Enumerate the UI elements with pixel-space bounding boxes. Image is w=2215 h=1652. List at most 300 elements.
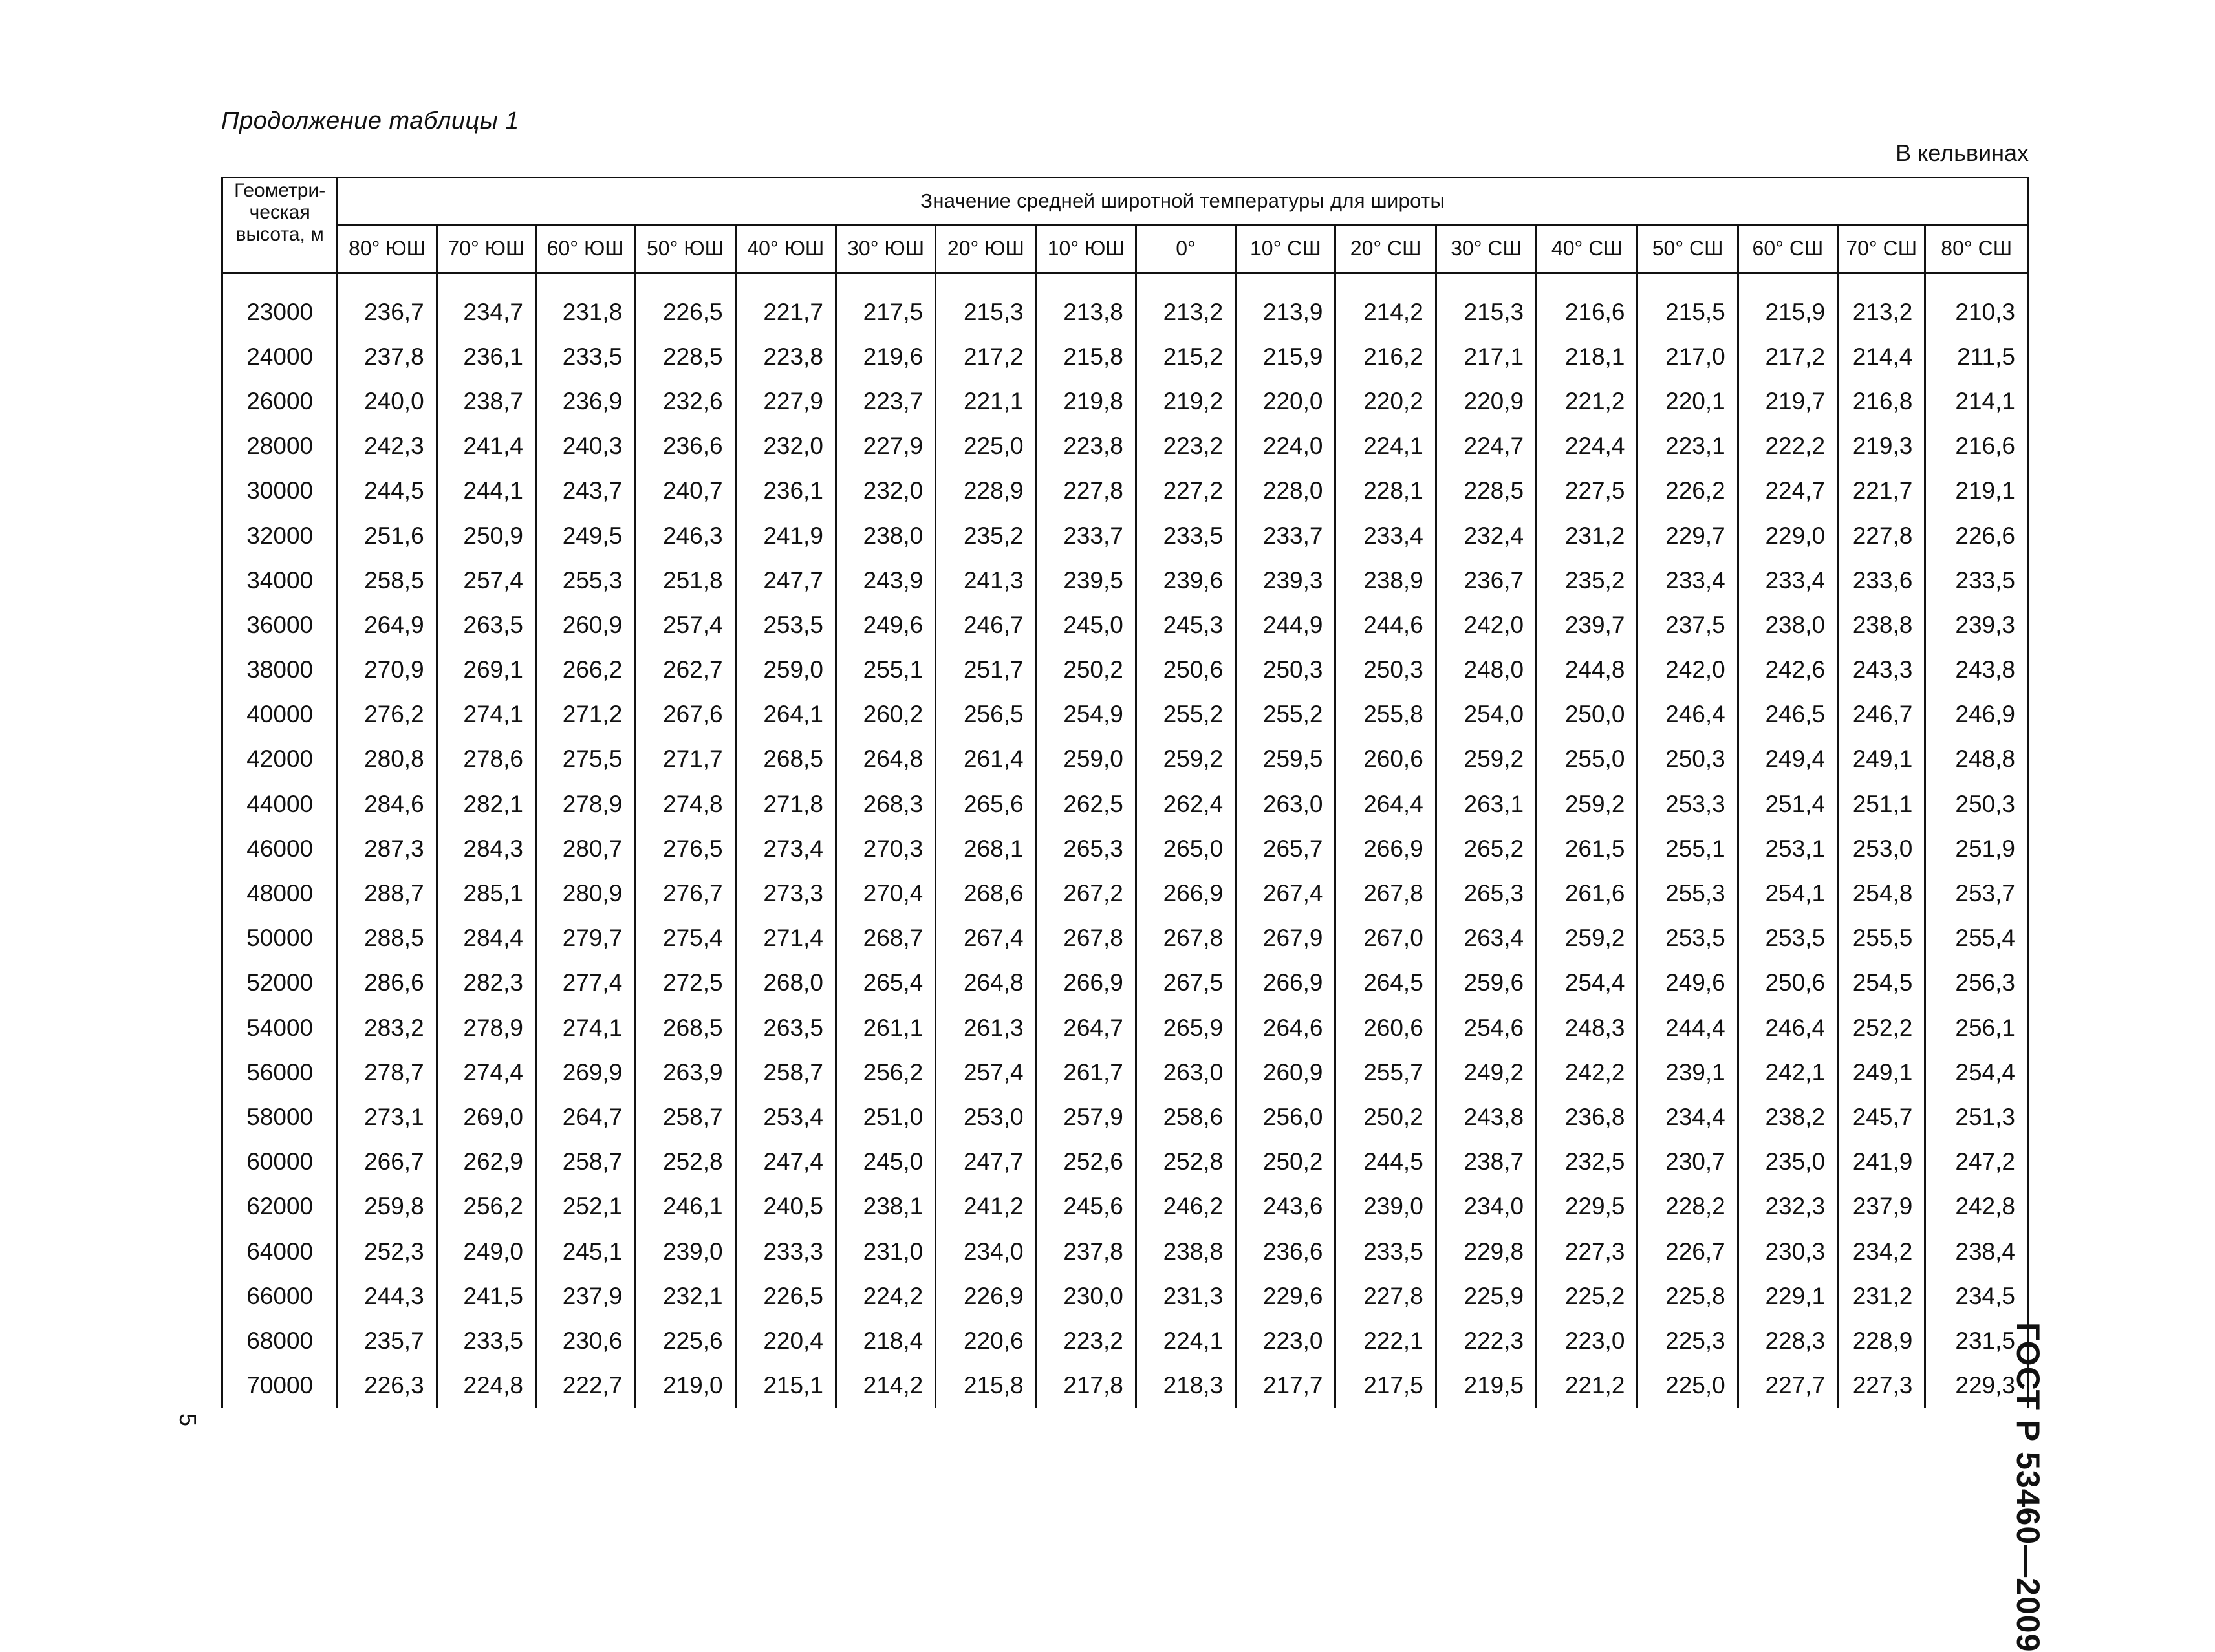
temperature-cell: 238,2 bbox=[1738, 1095, 1837, 1139]
temperature-cell: 283,2 bbox=[338, 1005, 437, 1050]
temperature-cell: 227,3 bbox=[1838, 1364, 1925, 1408]
temperature-cell: 240,0 bbox=[338, 379, 437, 424]
temperature-cell: 264,6 bbox=[1236, 1005, 1335, 1050]
temperature-cell: 250,0 bbox=[1537, 692, 1637, 737]
temperature-cell: 227,8 bbox=[1838, 513, 1925, 558]
temperature-cell: 282,1 bbox=[437, 782, 535, 826]
temperature-cell: 249,4 bbox=[1738, 737, 1837, 782]
temperature-cell: 259,2 bbox=[1436, 737, 1536, 782]
temperature-cell: 254,4 bbox=[1537, 961, 1637, 1005]
temperature-cell: 287,3 bbox=[338, 826, 437, 871]
temperature-cell: 239,0 bbox=[1335, 1185, 1436, 1229]
temperature-cell: 255,1 bbox=[1637, 826, 1738, 871]
temperature-cell: 223,8 bbox=[735, 334, 836, 379]
temperature-cell: 220,6 bbox=[936, 1318, 1036, 1363]
temperature-cell: 242,3 bbox=[338, 424, 437, 469]
temperature-cell: 259,0 bbox=[1036, 737, 1136, 782]
temperature-cell: 215,5 bbox=[1637, 290, 1738, 334]
temperature-cell: 249,6 bbox=[1637, 961, 1738, 1005]
temperature-cell: 269,1 bbox=[437, 648, 535, 692]
temperature-cell: 259,2 bbox=[1537, 782, 1637, 826]
temperature-cell: 239,3 bbox=[1236, 558, 1335, 603]
temperature-cell: 227,9 bbox=[836, 424, 935, 469]
altitude-cell: 70000 bbox=[222, 1364, 338, 1408]
temperature-cell: 243,9 bbox=[836, 558, 935, 603]
temperature-cell: 252,8 bbox=[1136, 1140, 1235, 1185]
temperature-cell: 274,8 bbox=[635, 782, 735, 826]
temperature-cell: 248,3 bbox=[1537, 1005, 1637, 1050]
temperature-cell: 243,7 bbox=[535, 469, 634, 513]
temperature-cell: 229,8 bbox=[1436, 1229, 1536, 1274]
temperature-cell: 267,5 bbox=[1136, 961, 1235, 1005]
temperature-cell: 245,1 bbox=[535, 1229, 634, 1274]
temperature-cell: 259,2 bbox=[1136, 737, 1235, 782]
altitude-cell: 36000 bbox=[222, 603, 338, 647]
temperature-cell: 228,9 bbox=[1838, 1318, 1925, 1363]
temperature-cell: 224,1 bbox=[1335, 424, 1436, 469]
temperature-cell: 234,7 bbox=[437, 290, 535, 334]
temperature-cell: 247,7 bbox=[936, 1140, 1036, 1185]
temperature-cell: 233,6 bbox=[1838, 558, 1925, 603]
temperature-cell: 280,9 bbox=[535, 871, 634, 916]
temperature-cell: 259,2 bbox=[1537, 916, 1637, 961]
table-row bbox=[222, 1140, 2028, 1185]
temperature-cell: 218,3 bbox=[1136, 1364, 1235, 1408]
temperature-cell: 250,3 bbox=[1236, 648, 1335, 692]
temperature-cell: 218,1 bbox=[1537, 334, 1637, 379]
temperature-cell: 250,3 bbox=[1637, 737, 1738, 782]
temperature-cell: 255,2 bbox=[1136, 692, 1235, 737]
temperature-cell: 266,9 bbox=[1236, 961, 1335, 1005]
temperature-cell: 264,4 bbox=[1335, 782, 1436, 826]
temperature-cell: 251,0 bbox=[836, 1095, 935, 1139]
temperature-cell: 233,5 bbox=[1335, 1229, 1436, 1274]
temperature-cell: 219,3 bbox=[1838, 424, 1925, 469]
temperature-cell: 237,8 bbox=[1036, 1229, 1136, 1274]
temperature-cell: 265,0 bbox=[1136, 826, 1235, 871]
temperature-cell: 228,9 bbox=[936, 469, 1036, 513]
temperature-cell: 240,5 bbox=[735, 1185, 836, 1229]
temperature-cell: 264,9 bbox=[338, 603, 437, 647]
temperature-cell: 230,0 bbox=[1036, 1274, 1136, 1318]
altitude-cell: 42000 bbox=[222, 737, 338, 782]
temperature-cell: 238,1 bbox=[836, 1185, 935, 1229]
temperature-cell: 256,3 bbox=[1925, 961, 2028, 1005]
temperature-cell: 261,6 bbox=[1537, 871, 1637, 916]
temperature-cell: 276,5 bbox=[635, 826, 735, 871]
temperature-cell: 250,6 bbox=[1136, 648, 1235, 692]
temperature-cell: 223,2 bbox=[1136, 424, 1235, 469]
temperature-cell: 241,9 bbox=[1838, 1140, 1925, 1185]
temperature-cell: 261,5 bbox=[1537, 826, 1637, 871]
table-row bbox=[222, 1274, 2028, 1318]
temperature-cell: 226,6 bbox=[1925, 513, 2028, 558]
temperature-cell: 225,8 bbox=[1637, 1274, 1738, 1318]
temperature-cell: 263,0 bbox=[1236, 782, 1335, 826]
temperature-cell: 219,1 bbox=[1925, 469, 2028, 513]
temperature-cell: 241,9 bbox=[735, 513, 836, 558]
temperature-cell: 232,0 bbox=[735, 424, 836, 469]
temperature-cell: 217,7 bbox=[1236, 1364, 1335, 1408]
temperature-cell: 244,3 bbox=[338, 1274, 437, 1318]
temperature-cell: 219,0 bbox=[635, 1364, 735, 1408]
temperature-cell: 279,7 bbox=[535, 916, 634, 961]
temperature-cell: 263,5 bbox=[735, 1005, 836, 1050]
temperature-cell: 263,5 bbox=[437, 603, 535, 647]
temperature-cell: 260,9 bbox=[1236, 1050, 1335, 1095]
temperature-cell: 270,9 bbox=[338, 648, 437, 692]
temperature-cell: 239,6 bbox=[1136, 558, 1235, 603]
temperature-cell: 285,1 bbox=[437, 871, 535, 916]
temperature-cell: 277,4 bbox=[535, 961, 634, 1005]
column-header: 20° ЮШ bbox=[936, 225, 1036, 274]
temperature-cell: 220,9 bbox=[1436, 379, 1536, 424]
temperature-cell: 250,2 bbox=[1335, 1095, 1436, 1139]
temperature-cell: 288,7 bbox=[338, 871, 437, 916]
temperature-cell: 271,8 bbox=[735, 782, 836, 826]
temperature-cell: 270,3 bbox=[836, 826, 935, 871]
temperature-cell: 226,7 bbox=[1637, 1229, 1738, 1274]
temperature-cell: 236,1 bbox=[735, 469, 836, 513]
temperature-cell: 276,2 bbox=[338, 692, 437, 737]
temperature-cell: 246,1 bbox=[635, 1185, 735, 1229]
temperature-cell: 253,7 bbox=[1925, 871, 2028, 916]
altitude-cell: 62000 bbox=[222, 1185, 338, 1229]
temperature-cell: 242,0 bbox=[1637, 648, 1738, 692]
temperature-cell: 249,5 bbox=[535, 513, 634, 558]
temperature-cell: 284,6 bbox=[338, 782, 437, 826]
temperature-cell: 240,7 bbox=[635, 469, 735, 513]
temperature-cell: 226,5 bbox=[635, 290, 735, 334]
temperature-cell: 232,3 bbox=[1738, 1185, 1837, 1229]
temperature-cell: 255,8 bbox=[1335, 692, 1436, 737]
temperature-cell: 223,8 bbox=[1036, 424, 1136, 469]
temperature-cell: 253,1 bbox=[1738, 826, 1837, 871]
temperature-cell: 233,7 bbox=[1036, 513, 1136, 558]
altitude-cell: 32000 bbox=[222, 513, 338, 558]
temperature-cell: 271,2 bbox=[535, 692, 634, 737]
temperature-cell: 251,7 bbox=[936, 648, 1036, 692]
temperature-cell: 232,6 bbox=[635, 379, 735, 424]
temperature-cell: 260,6 bbox=[1335, 1005, 1436, 1050]
temperature-cell: 247,2 bbox=[1925, 1140, 2028, 1185]
temperature-cell: 223,0 bbox=[1537, 1318, 1637, 1363]
temperature-cell: 268,1 bbox=[936, 826, 1036, 871]
temperature-cell: 238,0 bbox=[836, 513, 935, 558]
temperature-cell: 280,7 bbox=[535, 826, 634, 871]
temperature-cell: 248,0 bbox=[1436, 648, 1536, 692]
temperature-cell: 234,0 bbox=[936, 1229, 1036, 1274]
temperature-cell: 268,0 bbox=[735, 961, 836, 1005]
temperature-cell: 249,1 bbox=[1838, 737, 1925, 782]
temperature-cell: 256,2 bbox=[437, 1185, 535, 1229]
temperature-cell: 255,3 bbox=[535, 558, 634, 603]
temperature-cell: 251,6 bbox=[338, 513, 437, 558]
temperature-cell: 218,4 bbox=[836, 1318, 935, 1363]
temperature-cell: 255,4 bbox=[1925, 916, 2028, 961]
temperature-cell: 234,0 bbox=[1436, 1185, 1536, 1229]
column-header: 60° СШ bbox=[1738, 225, 1837, 274]
temperature-cell: 217,2 bbox=[936, 334, 1036, 379]
temperature-cell: 272,5 bbox=[635, 961, 735, 1005]
temperature-cell: 252,2 bbox=[1838, 1005, 1925, 1050]
temperature-cell: 259,5 bbox=[1236, 737, 1335, 782]
temperature-cell: 244,6 bbox=[1335, 603, 1436, 647]
temperature-cell: 284,4 bbox=[437, 916, 535, 961]
temperature-cell: 211,5 bbox=[1925, 334, 2028, 379]
temperature-cell: 222,1 bbox=[1335, 1318, 1436, 1363]
temperature-cell: 224,7 bbox=[1738, 469, 1837, 513]
temperature-cell: 249,2 bbox=[1436, 1050, 1536, 1095]
altitude-cell: 26000 bbox=[222, 379, 338, 424]
column-header: 40° СШ bbox=[1537, 225, 1637, 274]
table-row bbox=[222, 1364, 2028, 1408]
temperature-cell: 288,5 bbox=[338, 916, 437, 961]
temperature-cell: 233,5 bbox=[437, 1318, 535, 1363]
temperature-cell: 223,0 bbox=[1236, 1318, 1335, 1363]
temperature-cell: 223,7 bbox=[836, 379, 935, 424]
temperature-cell: 233,5 bbox=[535, 334, 634, 379]
temperature-cell: 241,4 bbox=[437, 424, 535, 469]
temperature-cell: 273,1 bbox=[338, 1095, 437, 1139]
temperature-cell: 252,1 bbox=[535, 1185, 634, 1229]
temperature-cell: 270,4 bbox=[836, 871, 935, 916]
temperature-cell: 216,6 bbox=[1537, 290, 1637, 334]
temperature-cell: 263,4 bbox=[1436, 916, 1536, 961]
row-header: Геометри-ческая высота, м bbox=[222, 178, 338, 274]
altitude-cell: 28000 bbox=[222, 424, 338, 469]
temperature-cell: 214,2 bbox=[1335, 290, 1436, 334]
temperature-cell: 256,5 bbox=[936, 692, 1036, 737]
temperature-cell: 215,8 bbox=[1036, 334, 1136, 379]
column-header: 30° СШ bbox=[1436, 225, 1536, 274]
temperature-cell: 239,3 bbox=[1925, 603, 2028, 647]
temperature-cell: 263,1 bbox=[1436, 782, 1536, 826]
table-row bbox=[222, 692, 2028, 737]
temperature-cell: 236,9 bbox=[535, 379, 634, 424]
temperature-cell: 244,5 bbox=[338, 469, 437, 513]
temperature-cell: 255,7 bbox=[1335, 1050, 1436, 1095]
temperature-cell: 216,2 bbox=[1335, 334, 1436, 379]
temperature-cell: 253,0 bbox=[936, 1095, 1036, 1139]
temperature-cell: 276,7 bbox=[635, 871, 735, 916]
temperature-cell: 225,0 bbox=[1637, 1364, 1738, 1408]
temperature-cell: 246,2 bbox=[1136, 1185, 1235, 1229]
table-caption: Продолжение таблицы 1 bbox=[221, 107, 519, 134]
table-row bbox=[222, 1005, 2028, 1050]
column-header: 10° ЮШ bbox=[1036, 225, 1136, 274]
temperature-cell: 253,0 bbox=[1838, 826, 1925, 871]
temperature-cell: 258,6 bbox=[1136, 1095, 1235, 1139]
temperature-cell: 233,4 bbox=[1335, 513, 1436, 558]
temperature-cell: 223,2 bbox=[1036, 1318, 1136, 1363]
altitude-cell: 52000 bbox=[222, 961, 338, 1005]
temperature-cell: 227,8 bbox=[1036, 469, 1136, 513]
temperature-cell: 263,0 bbox=[1136, 1050, 1235, 1095]
temperature-cell: 220,1 bbox=[1637, 379, 1738, 424]
temperature-cell: 228,5 bbox=[635, 334, 735, 379]
temperature-cell: 224,2 bbox=[836, 1274, 935, 1318]
temperature-cell: 241,2 bbox=[936, 1185, 1036, 1229]
temperature-cell: 234,5 bbox=[1925, 1274, 2028, 1318]
temperature-cell: 259,0 bbox=[735, 648, 836, 692]
temperature-cell: 231,2 bbox=[1537, 513, 1637, 558]
temperature-cell: 274,1 bbox=[535, 1005, 634, 1050]
temperature-cell: 280,8 bbox=[338, 737, 437, 782]
temperature-cell: 219,6 bbox=[836, 334, 935, 379]
temperature-cell: 227,8 bbox=[1335, 1274, 1436, 1318]
temperature-cell: 267,8 bbox=[1335, 871, 1436, 916]
temperature-cell: 264,7 bbox=[1036, 1005, 1136, 1050]
temperature-cell: 223,1 bbox=[1637, 424, 1738, 469]
altitude-cell: 38000 bbox=[222, 648, 338, 692]
temperature-cell: 239,0 bbox=[635, 1229, 735, 1274]
temperature-cell: 268,5 bbox=[735, 737, 836, 782]
temperature-cell: 265,7 bbox=[1236, 826, 1335, 871]
temperature-cell: 235,2 bbox=[936, 513, 1036, 558]
temperature-cell: 224,8 bbox=[437, 1364, 535, 1408]
temperature-cell: 253,4 bbox=[735, 1095, 836, 1139]
temperature-cell: 229,0 bbox=[1738, 513, 1837, 558]
temperature-cell: 214,1 bbox=[1925, 379, 2028, 424]
temperature-cell: 224,1 bbox=[1136, 1318, 1235, 1363]
altitude-cell: 44000 bbox=[222, 782, 338, 826]
temperature-cell: 264,8 bbox=[836, 737, 935, 782]
table-row bbox=[222, 1229, 2028, 1274]
table-row bbox=[222, 782, 2028, 826]
temperature-cell: 224,7 bbox=[1436, 424, 1536, 469]
temperature-cell: 227,2 bbox=[1136, 469, 1235, 513]
temperature-cell: 242,2 bbox=[1537, 1050, 1637, 1095]
temperature-cell: 229,6 bbox=[1236, 1274, 1335, 1318]
temperature-cell: 266,7 bbox=[338, 1140, 437, 1185]
temperature-cell: 225,2 bbox=[1537, 1274, 1637, 1318]
temperature-cell: 260,2 bbox=[836, 692, 935, 737]
column-header: 10° СШ bbox=[1236, 225, 1335, 274]
temperature-cell: 221,2 bbox=[1537, 1364, 1637, 1408]
temperature-cell: 228,0 bbox=[1236, 469, 1335, 513]
temperature-cell: 250,3 bbox=[1925, 782, 2028, 826]
temperature-cell: 244,9 bbox=[1236, 603, 1335, 647]
temperature-cell: 257,9 bbox=[1036, 1095, 1136, 1139]
temperature-cell: 237,9 bbox=[1838, 1185, 1925, 1229]
temperature-cell: 246,5 bbox=[1738, 692, 1837, 737]
temperature-cell: 219,7 bbox=[1738, 379, 1837, 424]
temperature-cell: 236,8 bbox=[1537, 1095, 1637, 1139]
altitude-cell: 30000 bbox=[222, 469, 338, 513]
temperature-cell: 250,2 bbox=[1236, 1140, 1335, 1185]
table-row bbox=[222, 1095, 2028, 1139]
temperature-cell: 259,8 bbox=[338, 1185, 437, 1229]
temperature-cell: 267,4 bbox=[1236, 871, 1335, 916]
temperature-cell: 237,5 bbox=[1637, 603, 1738, 647]
temperature-cell: 217,8 bbox=[1036, 1364, 1136, 1408]
temperature-cell: 267,6 bbox=[635, 692, 735, 737]
temperature-cell: 242,0 bbox=[1436, 603, 1536, 647]
altitude-cell: 48000 bbox=[222, 871, 338, 916]
temperature-cell: 251,4 bbox=[1738, 782, 1837, 826]
temperature-cell: 221,7 bbox=[1838, 469, 1925, 513]
temperature-cell: 238,9 bbox=[1335, 558, 1436, 603]
temperature-cell: 250,2 bbox=[1036, 648, 1136, 692]
temperature-cell: 246,4 bbox=[1738, 1005, 1837, 1050]
temperature-cell: 254,1 bbox=[1738, 871, 1837, 916]
temperature-cell: 246,9 bbox=[1925, 692, 2028, 737]
temperature-cell: 246,7 bbox=[1838, 692, 1925, 737]
temperature-cell: 238,7 bbox=[437, 379, 535, 424]
temperature-cell: 252,6 bbox=[1036, 1140, 1136, 1185]
temperature-cell: 278,6 bbox=[437, 737, 535, 782]
column-header: 20° СШ bbox=[1335, 225, 1436, 274]
temperature-cell: 267,8 bbox=[1036, 916, 1136, 961]
temperature-cell: 226,2 bbox=[1637, 469, 1738, 513]
standard-id: ГОСТ Р 53460—2009 bbox=[2010, 1322, 2046, 1652]
temperature-cell: 256,2 bbox=[836, 1050, 935, 1095]
temperature-cell: 243,3 bbox=[1838, 648, 1925, 692]
table-row bbox=[222, 379, 2028, 424]
temperature-cell: 233,3 bbox=[735, 1229, 836, 1274]
temperature-cell: 253,5 bbox=[1738, 916, 1837, 961]
temperature-cell: 222,3 bbox=[1436, 1318, 1536, 1363]
temperature-cell: 267,2 bbox=[1036, 871, 1136, 916]
temperature-cell: 219,8 bbox=[1036, 379, 1136, 424]
temperature-cell: 255,0 bbox=[1537, 737, 1637, 782]
table-row bbox=[222, 1318, 2028, 1363]
temperature-cell: 274,4 bbox=[437, 1050, 535, 1095]
temperature-cell: 220,2 bbox=[1335, 379, 1436, 424]
temperature-cell: 217,5 bbox=[1335, 1364, 1436, 1408]
temperature-cell: 250,6 bbox=[1738, 961, 1837, 1005]
altitude-cell: 60000 bbox=[222, 1140, 338, 1185]
temperature-cell: 217,5 bbox=[836, 290, 935, 334]
temperature-cell: 237,9 bbox=[535, 1274, 634, 1318]
temperature-cell: 248,8 bbox=[1925, 737, 2028, 782]
table-row bbox=[222, 290, 2028, 334]
temperature-cell: 275,4 bbox=[635, 916, 735, 961]
temperature-cell: 265,2 bbox=[1436, 826, 1536, 871]
table-row bbox=[222, 469, 2028, 513]
temperature-cell: 255,1 bbox=[836, 648, 935, 692]
temperature-cell: 238,8 bbox=[1136, 1229, 1235, 1274]
temperature-cell: 226,3 bbox=[338, 1364, 437, 1408]
temperature-cell: 262,4 bbox=[1136, 782, 1235, 826]
spacer-row bbox=[222, 274, 2028, 290]
temperature-cell: 232,5 bbox=[1537, 1140, 1637, 1185]
temperature-cell: 258,5 bbox=[338, 558, 437, 603]
temperature-cell: 250,3 bbox=[1335, 648, 1436, 692]
temperature-cell: 234,4 bbox=[1637, 1095, 1738, 1139]
temperature-cell: 266,9 bbox=[1136, 871, 1235, 916]
temperature-cell: 233,5 bbox=[1136, 513, 1235, 558]
temperature-cell: 264,8 bbox=[936, 961, 1036, 1005]
temperature-cell: 274,1 bbox=[437, 692, 535, 737]
temperature-cell: 216,8 bbox=[1838, 379, 1925, 424]
temperature-cell: 255,5 bbox=[1838, 916, 1925, 961]
altitude-cell: 68000 bbox=[222, 1318, 338, 1363]
temperature-cell: 267,8 bbox=[1136, 916, 1235, 961]
temperature-cell: 256,1 bbox=[1925, 1005, 2028, 1050]
table-row bbox=[222, 648, 2028, 692]
temperature-cell: 251,9 bbox=[1925, 826, 2028, 871]
temperature-cell: 225,3 bbox=[1637, 1318, 1738, 1363]
temperature-cell: 262,9 bbox=[437, 1140, 535, 1185]
temperature-cell: 261,4 bbox=[936, 737, 1036, 782]
temperature-cell: 253,5 bbox=[1637, 916, 1738, 961]
table-row bbox=[222, 1185, 2028, 1229]
temperature-cell: 257,4 bbox=[936, 1050, 1036, 1095]
temperature-cell: 229,3 bbox=[1925, 1364, 2028, 1408]
temperature-cell: 261,7 bbox=[1036, 1050, 1136, 1095]
